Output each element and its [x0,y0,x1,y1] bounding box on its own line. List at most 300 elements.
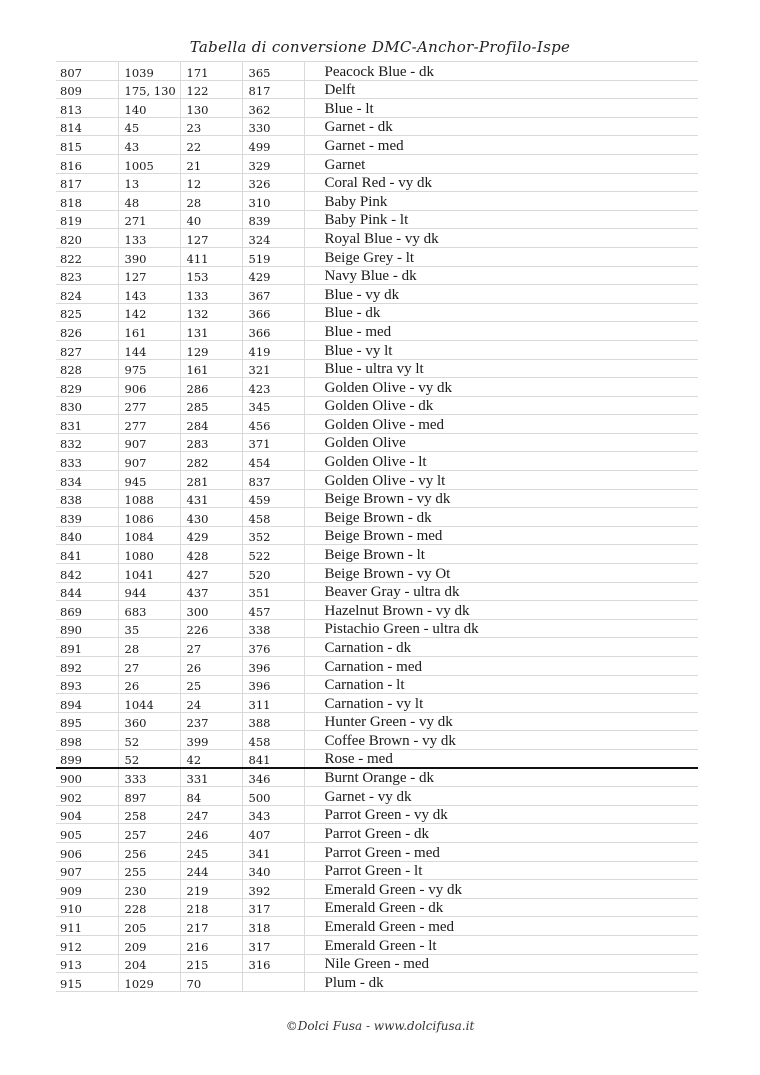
ispe-code-cell: 454 [242,452,304,471]
table-row [56,601,698,620]
color-name-cell: Golden Olive - vy dk [304,378,698,397]
profilo-code-cell: 217 [180,917,242,936]
dmc-code-cell: 809 [56,80,118,99]
anchor-code-cell: 28 [118,638,180,657]
anchor-code-cell: 897 [118,787,180,806]
table-row [56,880,698,899]
ispe-code-cell: 817 [242,80,304,99]
table-row [56,805,698,824]
profilo-code-cell: 411 [180,247,242,266]
table-row [56,526,698,545]
profilo-code-cell: 428 [180,545,242,564]
color-name-cell: Navy Blue - dk [304,266,698,285]
color-name-cell: Emerald Green - dk [304,898,698,917]
dmc-code-cell: 807 [56,62,118,81]
dmc-code-cell: 814 [56,117,118,136]
color-name-cell: Nile Green - med [304,954,698,973]
ispe-code-cell: 371 [242,433,304,452]
profilo-code-cell: 24 [180,694,242,713]
color-name-cell: Golden Olive - dk [304,396,698,415]
color-name-cell: Carnation - dk [304,638,698,657]
anchor-code-cell: 127 [118,266,180,285]
profilo-code-cell: 429 [180,526,242,545]
dmc-code-cell: 911 [56,917,118,936]
ispe-code-cell: 392 [242,880,304,899]
table-row [56,340,698,359]
page-title: Tabella di conversione DMC-Anchor-Profilo-Ispe [189,38,571,56]
ispe-code-cell: 520 [242,564,304,583]
table-row [56,80,698,99]
profilo-code-cell: 285 [180,396,242,415]
ispe-code-cell: 456 [242,415,304,434]
ispe-code-cell: 326 [242,173,304,192]
color-name-cell: Emerald Green - lt [304,935,698,954]
dmc-code-cell: 891 [56,638,118,657]
dmc-code-cell: 825 [56,303,118,322]
dmc-code-cell: 813 [56,99,118,118]
ispe-code-cell: 376 [242,638,304,657]
profilo-code-cell: 431 [180,489,242,508]
anchor-code-cell: 205 [118,917,180,936]
color-name-cell: Parrot Green - med [304,842,698,861]
profilo-code-cell: 245 [180,842,242,861]
color-name-cell: Baby Pink [304,192,698,211]
dmc-code-cell: 817 [56,173,118,192]
dmc-code-cell: 902 [56,787,118,806]
dmc-code-cell: 823 [56,266,118,285]
dmc-code-cell: 838 [56,489,118,508]
profilo-code-cell: 161 [180,359,242,378]
ispe-code-cell: 318 [242,917,304,936]
table-row [56,694,698,713]
table-row [56,954,698,973]
color-name-cell: Blue - ultra vy lt [304,359,698,378]
profilo-code-cell: 70 [180,973,242,992]
anchor-code-cell: 228 [118,898,180,917]
table-row [56,731,698,750]
dmc-code-cell: 906 [56,842,118,861]
table-row [56,712,698,731]
anchor-code-cell: 256 [118,842,180,861]
dmc-code-cell: 820 [56,229,118,248]
color-name-cell: Garnet - dk [304,117,698,136]
color-name-cell: Hunter Green - vy dk [304,712,698,731]
ispe-code-cell: 367 [242,285,304,304]
anchor-code-cell: 255 [118,861,180,880]
ispe-code-cell: 839 [242,210,304,229]
dmc-code-cell: 841 [56,545,118,564]
profilo-code-cell: 23 [180,117,242,136]
table-row [56,359,698,378]
dmc-code-cell: 900 [56,768,118,787]
dmc-code-cell: 819 [56,210,118,229]
dmc-code-cell: 826 [56,322,118,341]
color-name-cell: Beaver Gray - ultra dk [304,582,698,601]
table-row [56,489,698,508]
table-row [56,973,698,992]
anchor-code-cell: 204 [118,954,180,973]
anchor-code-cell: 52 [118,731,180,750]
dmc-code-cell: 829 [56,378,118,397]
profilo-code-cell: 129 [180,340,242,359]
color-name-cell: Carnation - med [304,657,698,676]
color-name-cell: Blue - dk [304,303,698,322]
conversion-table-body [56,62,698,992]
anchor-code-cell: 35 [118,619,180,638]
profilo-code-cell: 132 [180,303,242,322]
ispe-code-cell: 366 [242,303,304,322]
table-row [56,564,698,583]
anchor-code-cell: 975 [118,359,180,378]
anchor-code-cell: 175, 130 [118,80,180,99]
ispe-code-cell: 346 [242,768,304,787]
anchor-code-cell: 209 [118,935,180,954]
ispe-code-cell: 429 [242,266,304,285]
profilo-code-cell: 26 [180,657,242,676]
table-row [56,210,698,229]
table-row [56,433,698,452]
profilo-code-cell: 215 [180,954,242,973]
dmc-code-cell: 839 [56,508,118,527]
anchor-code-cell: 230 [118,880,180,899]
table-row [56,935,698,954]
table-row [56,545,698,564]
anchor-code-cell: 258 [118,805,180,824]
dmc-code-cell: 890 [56,619,118,638]
anchor-code-cell: 277 [118,396,180,415]
anchor-code-cell: 48 [118,192,180,211]
table-row [56,842,698,861]
ispe-code-cell: 522 [242,545,304,564]
color-name-cell: Garnet [304,154,698,173]
profilo-code-cell: 300 [180,601,242,620]
ispe-code-cell: 329 [242,154,304,173]
ispe-code-cell: 362 [242,99,304,118]
anchor-code-cell: 1086 [118,508,180,527]
color-name-cell: Beige Grey - lt [304,247,698,266]
table-row [56,768,698,787]
profilo-code-cell: 122 [180,80,242,99]
anchor-code-cell: 944 [118,582,180,601]
color-name-cell: Beige Brown - dk [304,508,698,527]
profilo-code-cell: 247 [180,805,242,824]
dmc-code-cell: 904 [56,805,118,824]
anchor-code-cell: 1041 [118,564,180,583]
anchor-code-cell: 1080 [118,545,180,564]
table-row [56,638,698,657]
color-name-cell: Carnation - vy lt [304,694,698,713]
ispe-code-cell: 407 [242,824,304,843]
profilo-code-cell: 281 [180,471,242,490]
ispe-code-cell: 388 [242,712,304,731]
page-footer: ©Dolci Fusa - www.dolcifusa.it [285,1019,475,1033]
dmc-code-cell: 907 [56,861,118,880]
table-row [56,136,698,155]
anchor-code-cell: 390 [118,247,180,266]
profilo-code-cell: 430 [180,508,242,527]
table-row [56,247,698,266]
ispe-code-cell: 317 [242,935,304,954]
ispe-code-cell [242,973,304,992]
dmc-code-cell: 816 [56,154,118,173]
profilo-code-cell: 130 [180,99,242,118]
profilo-code-cell: 246 [180,824,242,843]
dmc-code-cell: 894 [56,694,118,713]
dmc-code-cell: 828 [56,359,118,378]
dmc-code-cell: 893 [56,675,118,694]
anchor-code-cell: 257 [118,824,180,843]
table-row [56,154,698,173]
color-name-cell: Hazelnut Brown - vy dk [304,601,698,620]
table-row [56,378,698,397]
dmc-code-cell: 833 [56,452,118,471]
color-name-cell: Plum - dk [304,973,698,992]
ispe-code-cell: 317 [242,898,304,917]
table-row [56,396,698,415]
dmc-code-cell: 842 [56,564,118,583]
anchor-code-cell: 1005 [118,154,180,173]
profilo-code-cell: 237 [180,712,242,731]
dmc-code-cell: 905 [56,824,118,843]
ispe-code-cell: 366 [242,322,304,341]
profilo-code-cell: 42 [180,749,242,768]
color-name-cell: Emerald Green - med [304,917,698,936]
ispe-code-cell: 345 [242,396,304,415]
color-name-cell: Emerald Green - vy dk [304,880,698,899]
profilo-code-cell: 284 [180,415,242,434]
ispe-code-cell: 338 [242,619,304,638]
table-row [56,508,698,527]
anchor-code-cell: 45 [118,117,180,136]
anchor-code-cell: 333 [118,768,180,787]
table-row [56,917,698,936]
table-row [56,99,698,118]
dmc-code-cell: 824 [56,285,118,304]
anchor-code-cell: 144 [118,340,180,359]
profilo-code-cell: 133 [180,285,242,304]
anchor-code-cell: 945 [118,471,180,490]
profilo-code-cell: 331 [180,768,242,787]
table-row [56,117,698,136]
color-name-cell: Parrot Green - vy dk [304,805,698,824]
profilo-code-cell: 286 [180,378,242,397]
color-name-cell: Carnation - lt [304,675,698,694]
ispe-code-cell: 458 [242,508,304,527]
ispe-code-cell: 310 [242,192,304,211]
anchor-code-cell: 906 [118,378,180,397]
dmc-code-cell: 913 [56,954,118,973]
color-name-cell: Blue - lt [304,99,698,118]
ispe-code-cell: 457 [242,601,304,620]
dmc-code-cell: 830 [56,396,118,415]
dmc-code-cell: 910 [56,898,118,917]
color-name-cell: Golden Olive - med [304,415,698,434]
dmc-code-cell: 899 [56,749,118,768]
dmc-code-cell: 892 [56,657,118,676]
anchor-code-cell: 133 [118,229,180,248]
dmc-code-cell: 831 [56,415,118,434]
profilo-code-cell: 427 [180,564,242,583]
table-row [56,657,698,676]
ispe-code-cell: 419 [242,340,304,359]
table-row [56,824,698,843]
ispe-code-cell: 343 [242,805,304,824]
table-row [56,192,698,211]
anchor-code-cell: 1029 [118,973,180,992]
anchor-code-cell: 52 [118,749,180,768]
profilo-code-cell: 84 [180,787,242,806]
ispe-code-cell: 365 [242,62,304,81]
dmc-code-cell: 909 [56,880,118,899]
table-row [56,471,698,490]
table-row [56,787,698,806]
anchor-code-cell: 360 [118,712,180,731]
color-name-cell: Pistachio Green - ultra dk [304,619,698,638]
table-row [56,898,698,917]
ispe-code-cell: 311 [242,694,304,713]
dmc-code-cell: 822 [56,247,118,266]
anchor-code-cell: 907 [118,433,180,452]
ispe-code-cell: 330 [242,117,304,136]
profilo-code-cell: 244 [180,861,242,880]
color-name-cell: Beige Brown - med [304,526,698,545]
table-row [56,415,698,434]
profilo-code-cell: 12 [180,173,242,192]
ispe-code-cell: 324 [242,229,304,248]
profilo-code-cell: 127 [180,229,242,248]
dmc-code-cell: 832 [56,433,118,452]
anchor-code-cell: 140 [118,99,180,118]
color-name-cell: Garnet - vy dk [304,787,698,806]
ispe-code-cell: 499 [242,136,304,155]
anchor-code-cell: 143 [118,285,180,304]
profilo-code-cell: 437 [180,582,242,601]
dmc-code-cell: 840 [56,526,118,545]
profilo-code-cell: 218 [180,898,242,917]
anchor-code-cell: 1088 [118,489,180,508]
profilo-code-cell: 282 [180,452,242,471]
ispe-code-cell: 351 [242,582,304,601]
profilo-code-cell: 28 [180,192,242,211]
table-row [56,749,698,768]
profilo-code-cell: 216 [180,935,242,954]
profilo-code-cell: 153 [180,266,242,285]
profilo-code-cell: 27 [180,638,242,657]
profilo-code-cell: 40 [180,210,242,229]
color-name-cell: Coffee Brown - vy dk [304,731,698,750]
table-row [56,582,698,601]
table-row [56,861,698,880]
table-row [56,619,698,638]
ispe-code-cell: 396 [242,657,304,676]
dmc-code-cell: 844 [56,582,118,601]
profilo-code-cell: 399 [180,731,242,750]
table-row [56,322,698,341]
ispe-code-cell: 396 [242,675,304,694]
anchor-code-cell: 142 [118,303,180,322]
ispe-code-cell: 459 [242,489,304,508]
dmc-code-cell: 895 [56,712,118,731]
table-row [56,675,698,694]
table-row [56,173,698,192]
ispe-code-cell: 500 [242,787,304,806]
dmc-code-cell: 912 [56,935,118,954]
ispe-code-cell: 316 [242,954,304,973]
anchor-code-cell: 26 [118,675,180,694]
ispe-code-cell: 340 [242,861,304,880]
anchor-code-cell: 1044 [118,694,180,713]
ispe-code-cell: 341 [242,842,304,861]
color-name-cell: Golden Olive - vy lt [304,471,698,490]
color-name-cell: Beige Brown - lt [304,545,698,564]
dmc-code-cell: 815 [56,136,118,155]
profilo-code-cell: 226 [180,619,242,638]
color-name-cell: Coral Red - vy dk [304,173,698,192]
dmc-code-cell: 869 [56,601,118,620]
table-row [56,266,698,285]
color-name-cell: Peacock Blue - dk [304,62,698,81]
table-row [56,452,698,471]
dmc-code-cell: 834 [56,471,118,490]
color-name-cell: Baby Pink - lt [304,210,698,229]
anchor-code-cell: 161 [118,322,180,341]
dmc-code-cell: 915 [56,973,118,992]
profilo-code-cell: 171 [180,62,242,81]
color-name-cell: Blue - vy dk [304,285,698,304]
profilo-code-cell: 22 [180,136,242,155]
color-name-cell: Rose - med [304,749,698,768]
profilo-code-cell: 25 [180,675,242,694]
anchor-code-cell: 907 [118,452,180,471]
profilo-code-cell: 283 [180,433,242,452]
anchor-code-cell: 1084 [118,526,180,545]
color-name-cell: Delft [304,80,698,99]
profilo-code-cell: 21 [180,154,242,173]
color-name-cell: Royal Blue - vy dk [304,229,698,248]
table-row [56,303,698,322]
color-name-cell: Golden Olive - lt [304,452,698,471]
color-name-cell: Golden Olive [304,433,698,452]
color-name-cell: Beige Brown - vy Ot [304,564,698,583]
anchor-code-cell: 277 [118,415,180,434]
color-name-cell: Blue - vy lt [304,340,698,359]
color-name-cell: Blue - med [304,322,698,341]
dmc-code-cell: 818 [56,192,118,211]
anchor-code-cell: 683 [118,601,180,620]
ispe-code-cell: 423 [242,378,304,397]
ispe-code-cell: 321 [242,359,304,378]
color-name-cell: Parrot Green - dk [304,824,698,843]
ispe-code-cell: 837 [242,471,304,490]
anchor-code-cell: 1039 [118,62,180,81]
profilo-code-cell: 219 [180,880,242,899]
table-row [56,62,698,81]
anchor-code-cell: 43 [118,136,180,155]
table-row [56,229,698,248]
ispe-code-cell: 519 [242,247,304,266]
color-name-cell: Beige Brown - vy dk [304,489,698,508]
anchor-code-cell: 271 [118,210,180,229]
profilo-code-cell: 131 [180,322,242,341]
ispe-code-cell: 352 [242,526,304,545]
table-row [56,285,698,304]
color-name-cell: Burnt Orange - dk [304,768,698,787]
color-name-cell: Parrot Green - lt [304,861,698,880]
conversion-table [56,61,698,992]
ispe-code-cell: 458 [242,731,304,750]
dmc-code-cell: 898 [56,731,118,750]
anchor-code-cell: 27 [118,657,180,676]
